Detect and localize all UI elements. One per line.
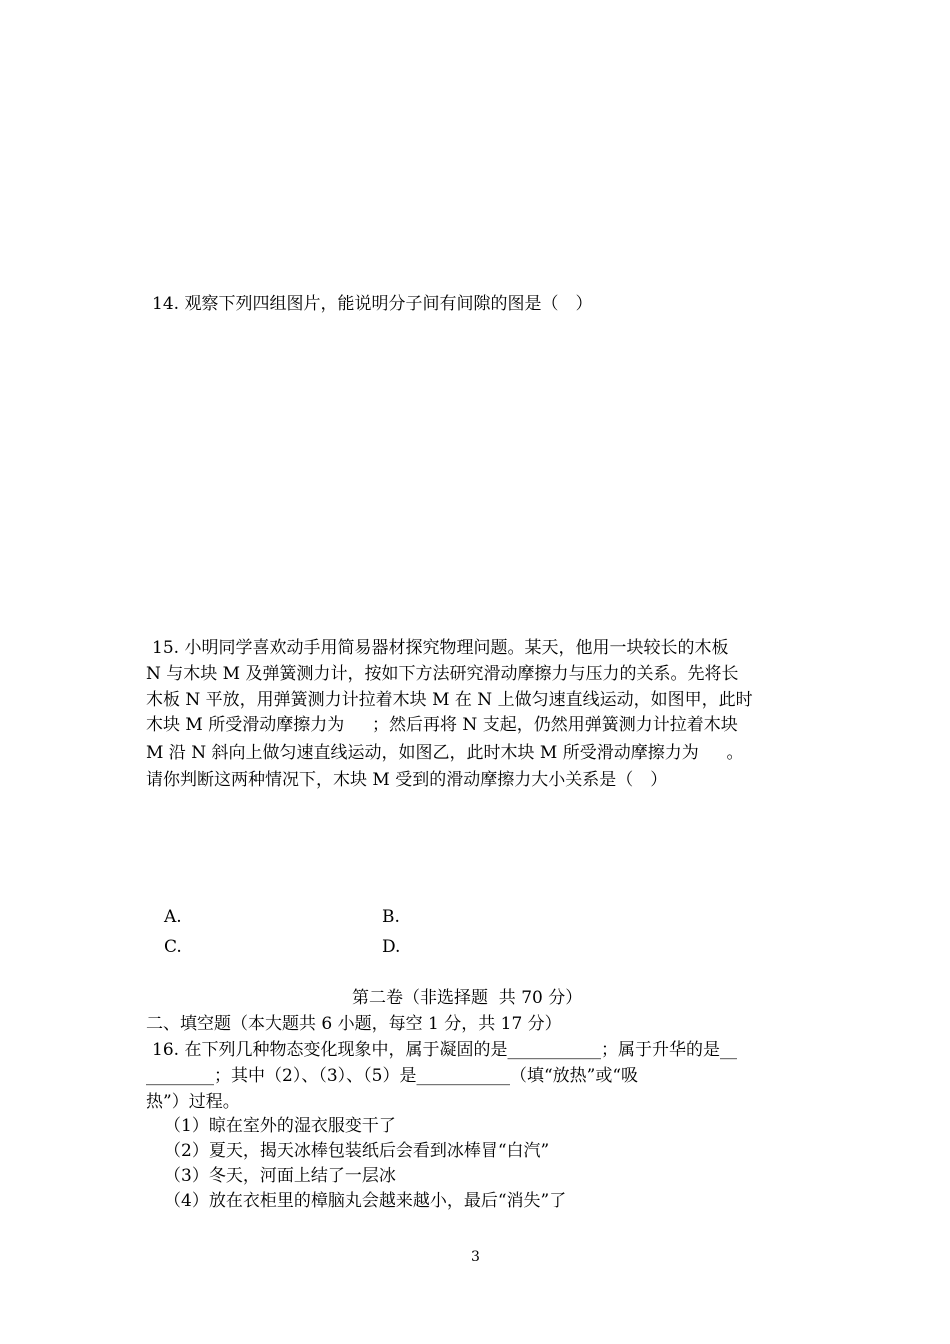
question-16-item-3: （3）冬天，河面上结了一层冰 <box>164 1166 396 1186</box>
question-16-line-2: ________；其中（2）、（3）、（5）是___________（填“放热”或“吸 <box>146 1066 639 1086</box>
question-16-item-2: （2）夏天，揭天冰棒包装纸后会看到冰棒冒“白汽” <box>164 1141 550 1161</box>
part-two-title: 第二卷（非选择题 共 70 分） <box>352 988 583 1008</box>
question-15-line-6: 请你判断这两种情况下，木块 M 受到的滑动摩擦力大小关系是（ ） <box>146 770 668 790</box>
option-a: A. <box>164 907 182 927</box>
question-15-line-3: 木板 N 平放，用弹簧测力计拉着木块 M 在 N 上做匀速直线运动，如图甲，此时 <box>146 690 753 710</box>
option-d: D. <box>382 937 401 957</box>
option-b: B. <box>382 907 400 927</box>
question-15-line-5: M 沿 N 斜向上做匀速直线运动，如图乙，此时木块 M 所受滑动摩擦力为 。 <box>146 743 744 763</box>
section-heading: 二、填空题（本大题共 6 小题，每空 1 分，共 17 分） <box>146 1014 562 1034</box>
question-15-line-2: N 与木块 M 及弹簧测力计，按如下方法研究滑动摩擦力与压力的关系。先将长 <box>146 664 739 684</box>
question-16-item-1: （1）晾在室外的湿衣服变干了 <box>164 1116 396 1136</box>
option-c: C. <box>164 937 182 957</box>
page-number: 3 <box>471 1249 480 1265</box>
question-15-line-4: 木块 M 所受滑动摩擦力为 ；然后再将 N 支起，仍然用弹簧测力计拉着木块 <box>146 715 738 735</box>
question-16-line-3: 热”）过程。 <box>146 1092 240 1112</box>
question-15-line-1: 15. 小明同学喜欢动手用简易器材探究物理问题。某天，他用一块较长的木板 <box>152 638 729 658</box>
question-14-text: 14. 观察下列四组图片，能说明分子间有间隙的图是（ ） <box>152 294 593 314</box>
question-16-item-4: （4）放在衣柜里的樟脑丸会越来越小，最后“消失”了 <box>164 1191 567 1211</box>
question-16-line-1: 16. 在下列几种物态变化现象中，属于凝固的是___________；属于升华的是__ <box>152 1040 737 1060</box>
